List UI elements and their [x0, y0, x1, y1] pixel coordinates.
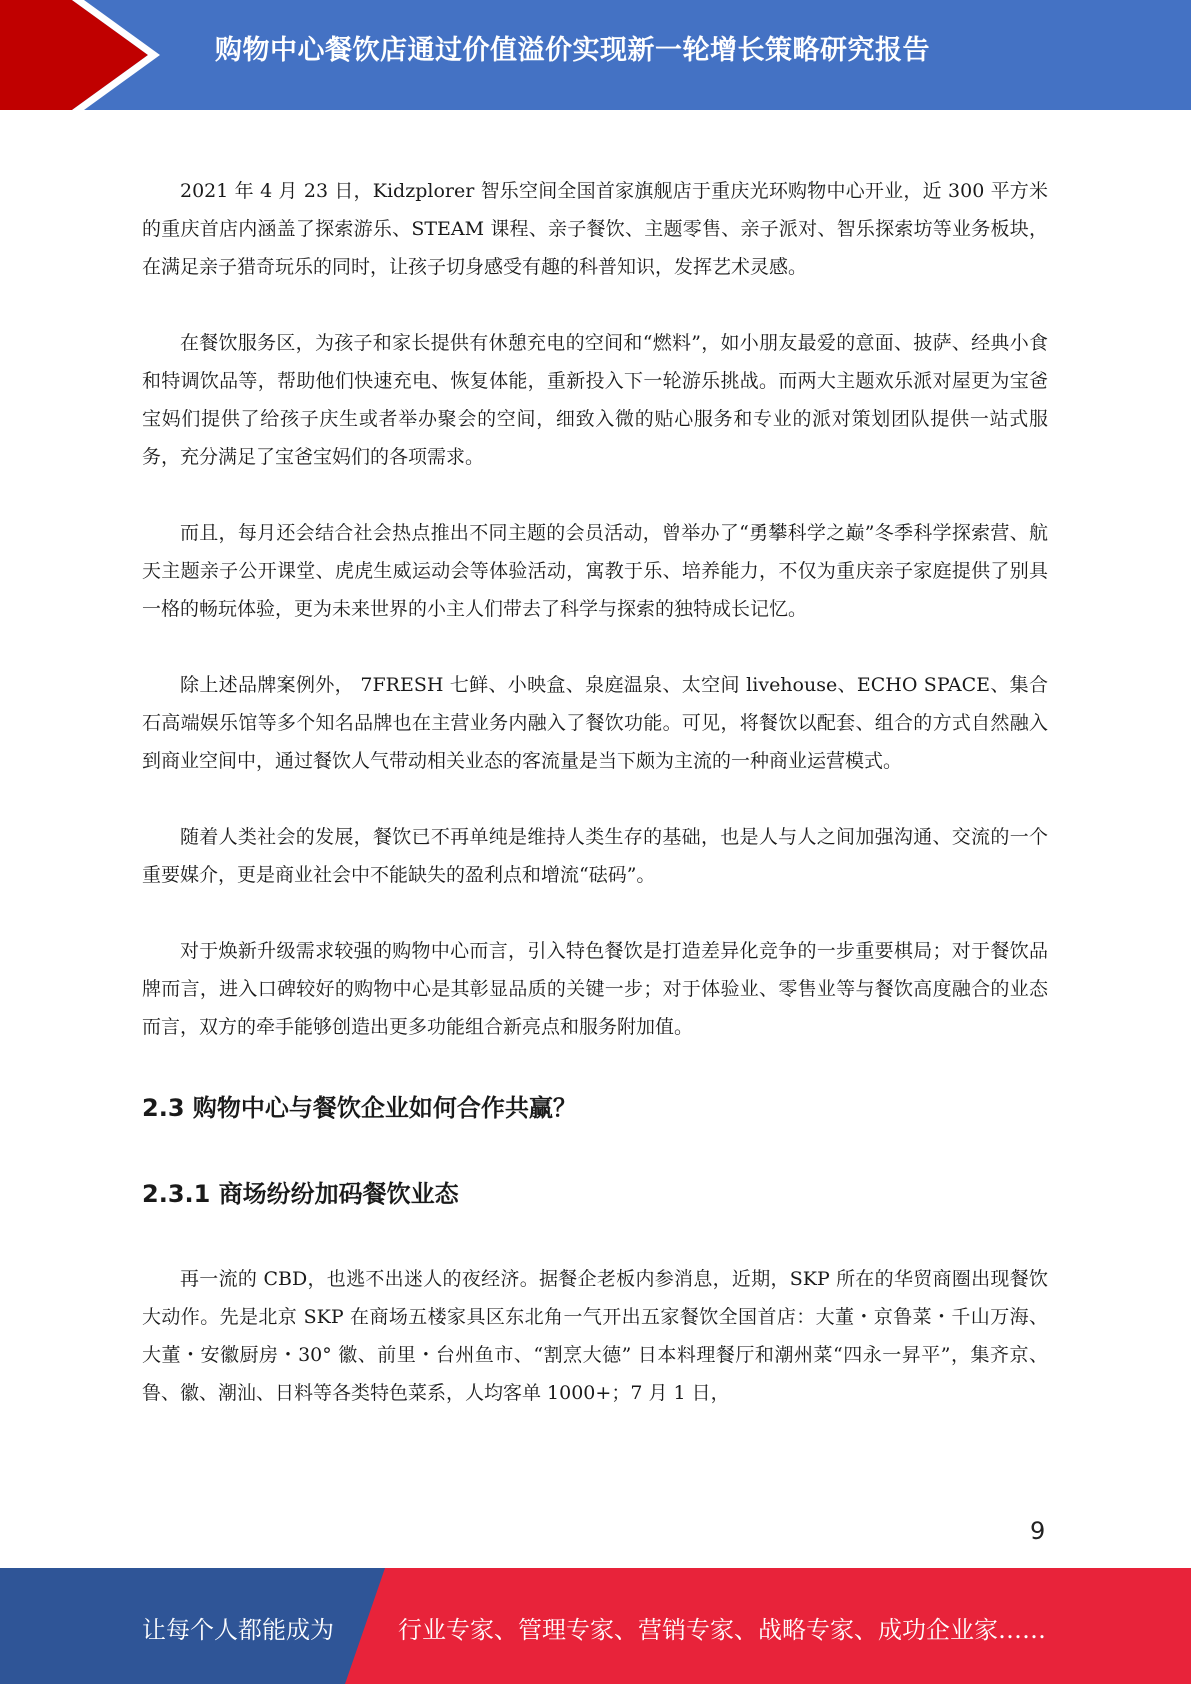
- paragraph-5: 随着人类社会的发展，餐饮已不再单纯是维持人类生存的基础，也是人与人之间加强沟通、交流的一个重要媒介，更是商业社会中不能缺失的盈利点和增流“砝码”。: [142, 826, 1048, 886]
- footer-slogan-right: 行业专家、管理专家、营销专家、战略专家、成功企业家……: [398, 1616, 1046, 1644]
- page-number: 9: [1030, 1517, 1046, 1545]
- page-header: [0, 0, 1191, 110]
- paragraph-4: 除上述品牌案例外， 7FRESH 七鲜、小映盒、泉庭温泉、太空间 livehouse、ECHO SPACE、集合石高端娱乐馆等多个知名品牌也在主营业务内融入了餐饮功能。可见，将餐饮以配套、组合的方式自然融入到商业空间中，通过餐饮人气带动相关业态的客流量是当下颇为主流的一种商业运营模式。: [142, 674, 1048, 772]
- paragraph-2: 在餐饮服务区，为孩子和家长提供有休憩充电的空间和“燃料”，如小朋友最爱的意面、披萨、经典小食和特调饮品等，帮助他们快速充电、恢复体能，重新投入下一轮游乐挑战。而两大主题欢乐派对屋更为宝爸宝妈们提供了给孩子庆生或者举办聚会的空间，细致入微的贴心服务和专业的派对策划团队提供一站式服务，充分满足了宝爸宝妈们的各项需求。: [142, 332, 1048, 468]
- section-heading: 2.3 购物中心与餐饮企业如何合作共赢？: [142, 1094, 577, 1122]
- footer-slogan-left: 让每个人都能成为: [142, 1616, 334, 1644]
- page-footer: [0, 1568, 1191, 1684]
- paragraph-6: 对于焕新升级需求较强的购物中心而言，引入特色餐饮是打造差异化竞争的一步重要棋局；对于餐饮品牌而言，进入口碑较好的购物中心是其彰显品质的关键一步；对于体验业、零售业等与餐饮高度融合的业态而言，双方的牵手能够创造出更多功能组合新亮点和服务附加值。: [142, 940, 1048, 1038]
- paragraph-3: 而且，每月还会结合社会热点推出不同主题的会员活动，曾举办了“勇攀科学之巅”冬季科学探索营、航天主题亲子公开课堂、虎虎生威运动会等体验活动，寓教于乐、培养能力，不仅为重庆亲子家庭提供了别具一格的畅玩体验，更为未来世界的小主人们带去了科学与探索的独特成长记忆。: [142, 522, 1048, 620]
- paragraph-7: 再一流的 CBD，也逃不出迷人的夜经济。据餐企老板内参消息，近期，SKP 所在的华贸商圈出现餐饮大动作。先是北京 SKP 在商场五楼家具区东北角一气开出五家餐饮全国首店：大董・京鲁菜・千山万海、大董・安徽厨房・30° 徽、前里・台州鱼市、“割烹大德” 日本料理餐厅和潮州菜“四永一昇平”，集齐京、鲁、徽、潮汕、日料等各类特色菜系，人均客单 1000+；7 月 1 日，: [142, 1268, 1048, 1404]
- page-body: [142, 172, 1048, 1450]
- subsection-heading: 2.3.1 商场纷纷加码餐饮业态: [142, 1180, 459, 1208]
- paragraph-1: 2021 年 4 月 23 日，Kidzplorer 智乐空间全国首家旗舰店于重庆光环购物中心开业，近 300 平方米的重庆首店内涵盖了探索游乐、STEAM 课程、亲子餐饮、主题零售、亲子派对、智乐探索坊等业务板块，在满足亲子猎奇玩乐的同时，让孩子切身感受有趣的科普知识，发挥艺术灵感。: [142, 180, 1048, 278]
- report-title: 购物中心餐饮店通过价值溢价实现新一轮增长策略研究报告: [215, 35, 930, 66]
